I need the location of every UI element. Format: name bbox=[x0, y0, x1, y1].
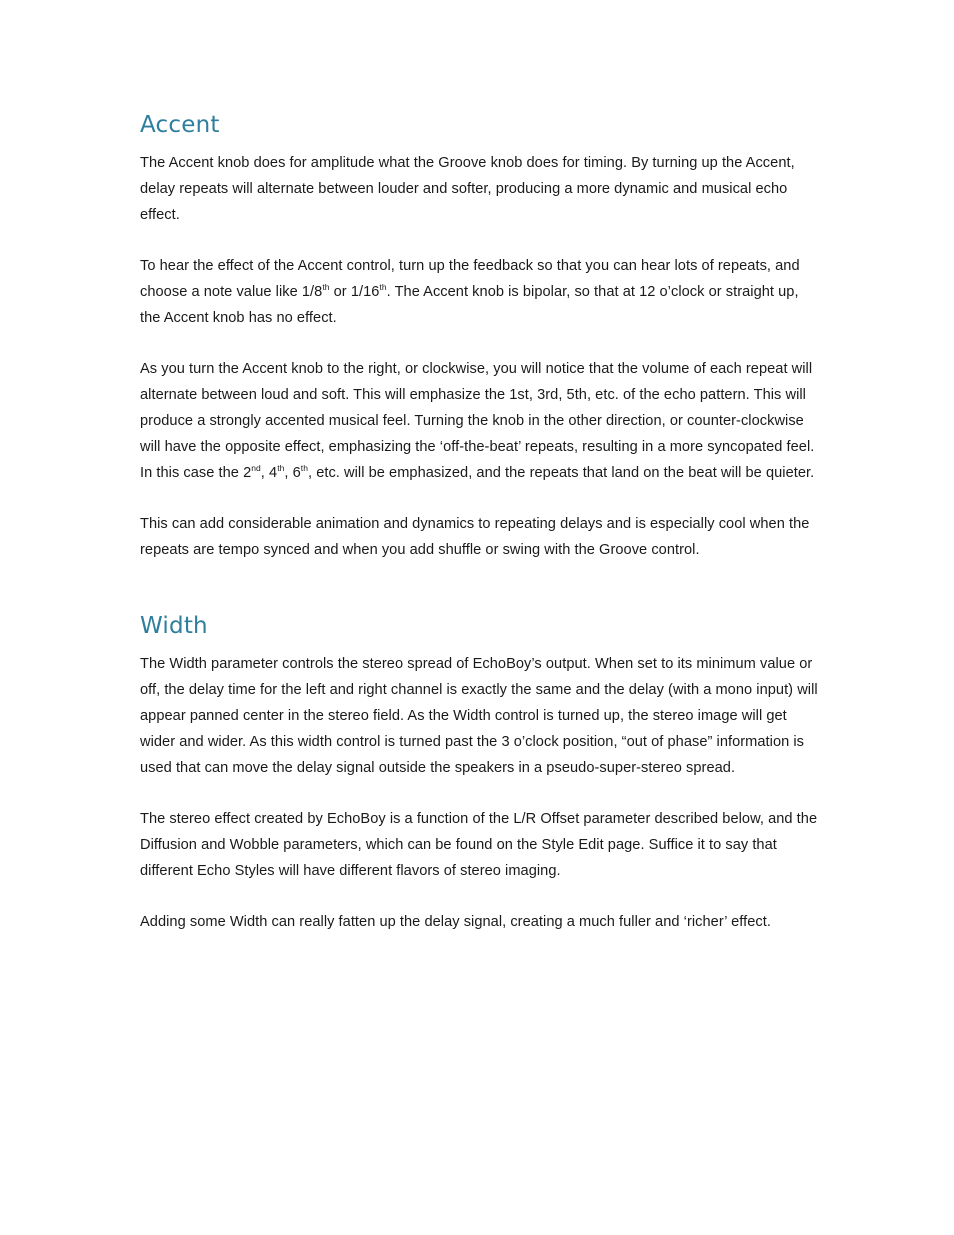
accent-heading: Accent bbox=[140, 112, 220, 138]
accent-paragraph-4: This can add considerable animation and dynamics to repeating delays and is especially cool when the repeats are tempo synced and when you add shuffle or swing with the Groove control. bbox=[140, 516, 810, 558]
text-run: , etc. will be emphasized, and the repeats that land on the beat will be quieter. bbox=[307, 465, 815, 481]
text-run: , 4 bbox=[260, 465, 278, 481]
width-paragraph-2: The stereo effect created by EchoBoy is a function of the L/R Offset parameter described below, and the Diffusion and Wobble parameters, which can be found on the Style Edit page. Suffice it to say that different Echo Styles will have different flavors of stereo imaging. bbox=[140, 811, 818, 879]
document-page bbox=[140, 108, 820, 960]
accent-paragraph-3 bbox=[140, 356, 820, 486]
text-run: . The Accent knob is bipolar, so that at 12 o’clock or straight up, the Accent knob has no effect. bbox=[140, 284, 799, 326]
accent-paragraph-2 bbox=[140, 253, 820, 331]
accent-paragraph-1: The Accent knob does for amplitude what the Groove knob does for timing. By turning up the Accent, delay repeats will alternate between louder and softer, producing a more dynamic and musical echo effect. bbox=[140, 155, 795, 223]
width-paragraph-1: The Width parameter controls the stereo spread of EchoBoy’s output. When set to its minimum value or off, the delay time for the left and right channel is exactly the same and the delay (with a mono input) will appear panned center in the stereo field. As the Width control is turned up, the stereo image will get wider and wider. As this width control is turned past the 3 o’clock position, “out of phase” information is used that can move the delay signal outside the speakers in a pseudo-super-stereo spread. bbox=[140, 656, 818, 776]
superscript: th bbox=[277, 463, 285, 473]
width-heading: Width bbox=[140, 613, 208, 639]
width-paragraph-3: Adding some Width can really fatten up the delay signal, creating a much fuller and ‘richer’ effect. bbox=[140, 914, 771, 930]
text-run: or 1/16 bbox=[329, 284, 380, 300]
text-run: , 6 bbox=[284, 465, 301, 481]
superscript: th bbox=[322, 282, 330, 292]
superscript: th bbox=[379, 282, 387, 292]
text-run: To hear the effect of the Accent control, turn up the feedback so that you can hear lots of repeats, and choose a note value like 1/8 bbox=[140, 258, 800, 300]
superscript: th bbox=[300, 463, 308, 473]
superscript: nd bbox=[251, 463, 261, 473]
text-run: As you turn the Accent knob to the right, or clockwise, you will notice that the volume of each repeat will alternate between loud and soft. This will emphasize the 1st, 3rd, 5th, etc. of the echo pattern. This will produce a strongly accented musical feel. Turning the knob in the other direction, or counter-clockwise will have the opposite effect, emphasizing the ‘off-the-beat’ repeats, resulting in a more syncopated feel. In this case the 2 bbox=[140, 361, 815, 481]
